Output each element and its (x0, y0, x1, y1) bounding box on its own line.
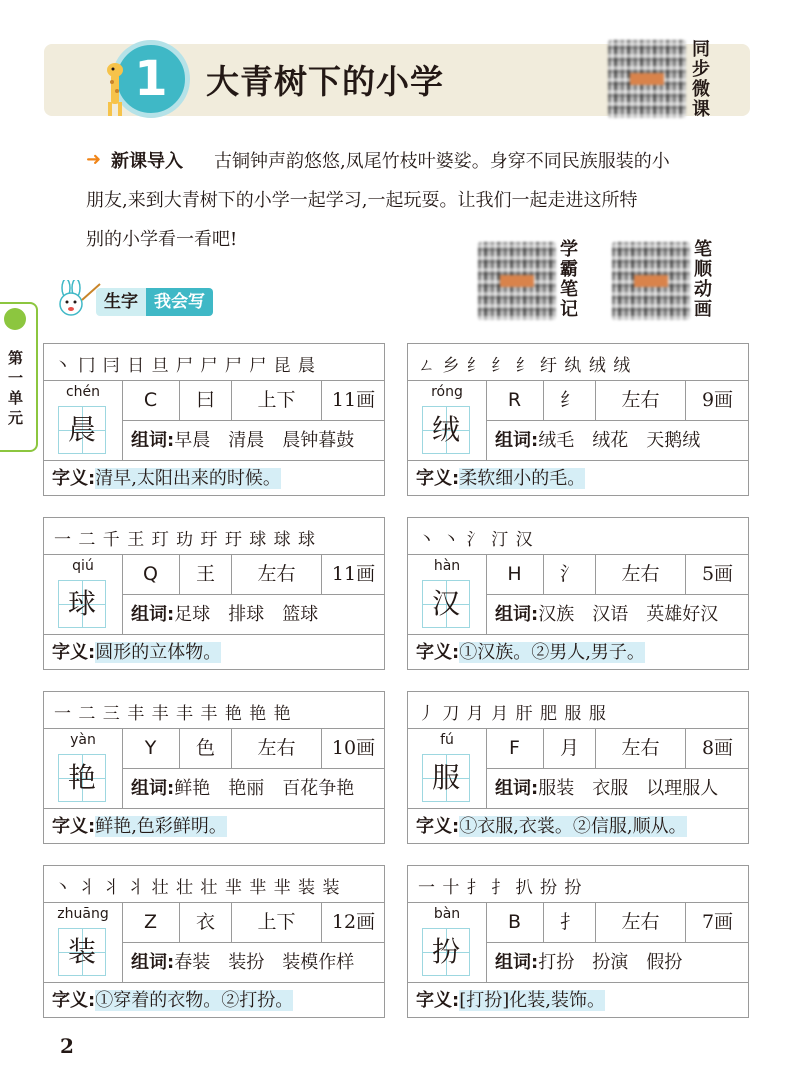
pinyin: yàn (70, 732, 96, 748)
meaning-label: 字义: (52, 468, 96, 489)
initial-letter: F (486, 728, 544, 768)
stroke-order: 一 二 三 丰 丰 丰 丰 艳 艳 艳 (54, 704, 292, 724)
char-meaning (408, 982, 748, 1018)
words-text: 足球 排球 篮球 (174, 604, 319, 625)
tian-grid (58, 928, 106, 976)
initial-letter: H (486, 554, 544, 594)
stroke-order-row (408, 344, 748, 381)
words-text: 早晨 清晨 晨钟暮鼓 (174, 430, 355, 451)
char-card-bàn (407, 865, 749, 1018)
char-card-yàn (43, 691, 385, 844)
tian-grid (58, 754, 106, 802)
hanzi: 晨 (67, 413, 96, 446)
meaning-label: 字义: (416, 990, 460, 1011)
stroke-count: 7画 (701, 911, 734, 933)
radical: 氵 (544, 554, 596, 594)
meaning-label: 字义: (52, 990, 96, 1011)
meaning-label: 字义: (52, 642, 96, 663)
char-meaning (44, 634, 384, 670)
initial-letter: C (122, 380, 180, 420)
pinyin: zhuāng (57, 906, 109, 922)
hanzi: 艳 (67, 761, 96, 794)
stroke-order: 丶 丶 氵 汀 汉 (418, 530, 534, 550)
char-box (44, 554, 123, 634)
radical: 纟 (544, 380, 596, 420)
giraffe-icon (100, 58, 130, 118)
structure: 左右 (596, 380, 686, 420)
initial-letter: B (486, 902, 544, 942)
char-box (44, 902, 123, 982)
qr-code-xueba-notes[interactable] (478, 242, 556, 320)
hanzi: 绒 (431, 413, 460, 446)
word-examples (486, 595, 758, 634)
char-box (44, 380, 123, 460)
structure: 左右 (232, 728, 322, 768)
bunny-icon (50, 280, 102, 322)
tian-grid (422, 580, 470, 628)
words-text: 春装 装扮 装模作样 (174, 952, 355, 973)
char-info-row (486, 554, 749, 595)
radical: 曰 (180, 380, 232, 420)
meaning-text: ①穿着的衣物。②打扮。 (95, 990, 294, 1011)
pinyin: bàn (433, 906, 461, 922)
bunny-face-icon (4, 308, 26, 330)
char-info-row (486, 902, 749, 943)
meaning-text: [打扮]化装,装饰。 (459, 990, 605, 1011)
stroke-count: 10画 (331, 737, 376, 759)
char-meaning (408, 808, 748, 844)
tian-grid (422, 406, 470, 454)
tian-grid (422, 754, 470, 802)
stroke-count: 12画 (331, 911, 376, 933)
char-card-chén (43, 343, 385, 496)
pinyin: chén (65, 384, 101, 400)
hanzi: 服 (431, 761, 460, 794)
word-examples (122, 595, 394, 634)
stroke-count: 11画 (331, 389, 376, 411)
meaning-label: 字义: (416, 816, 460, 837)
meaning-text: ①汉族。②男人,男子。 (459, 642, 645, 663)
words-label: 组词: (131, 604, 175, 625)
words-text: 绒毛 绒花 天鹅绒 (538, 430, 701, 451)
pinyin: róng (431, 384, 463, 400)
tian-grid (422, 928, 470, 976)
stroke-order-row (44, 344, 384, 381)
meaning-text: 鲜艳,色彩鲜明。 (95, 816, 227, 837)
char-meaning (408, 460, 748, 496)
radical: 扌 (544, 902, 596, 942)
hanzi: 装 (67, 935, 96, 968)
meaning-label: 字义: (416, 642, 460, 663)
qr-code-stroke-animation[interactable] (612, 242, 690, 320)
hanzi: 扮 (431, 935, 460, 968)
intro-line: 别的小学看一看吧! (86, 229, 238, 250)
pinyin: hàn (433, 558, 461, 574)
char-box (408, 380, 487, 460)
words-label: 组词: (131, 430, 175, 451)
tian-grid (58, 580, 106, 628)
stroke-order: 丶 冂 冃 日 旦 尸 尸 尸 尸 昆 晨 (54, 356, 317, 376)
char-box (408, 554, 487, 634)
radical: 王 (180, 554, 232, 594)
char-info-row (122, 554, 385, 595)
char-card-róng (407, 343, 749, 496)
stroke-order-row (44, 692, 384, 729)
stroke-order-row (408, 866, 748, 903)
structure: 上下 (232, 902, 322, 942)
words-label: 组词: (495, 430, 539, 451)
stroke-order: 一 十 扌 扌 扒 扮 扮 (418, 878, 583, 898)
stroke-order: 一 二 千 王 玎 玏 玗 玗 球 球 球 (54, 530, 317, 550)
lesson-title: 大青树下的小学 (206, 62, 444, 101)
stroke-count: 11画 (331, 563, 376, 585)
word-examples (122, 769, 394, 808)
words-text: 汉族 汉语 英雄好汉 (538, 604, 719, 625)
word-examples (122, 421, 394, 460)
char-meaning (44, 460, 384, 496)
char-box (44, 728, 123, 808)
structure: 左右 (232, 554, 322, 594)
page-number: 2 (60, 1034, 74, 1058)
stroke-order-row (44, 866, 384, 903)
stroke-count: 9画 (701, 389, 734, 411)
structure: 上下 (232, 380, 322, 420)
initial-letter: R (486, 380, 544, 420)
structure: 左右 (596, 902, 686, 942)
hanzi: 球 (67, 587, 96, 620)
section-tag (96, 288, 213, 316)
radical: 衣 (180, 902, 232, 942)
initial-letter: Y (122, 728, 180, 768)
tian-grid (58, 406, 106, 454)
char-card-zhuāng (43, 865, 385, 1018)
structure: 左右 (596, 728, 686, 768)
section-tag-part1: 生字 (96, 288, 146, 316)
word-examples (486, 943, 758, 982)
char-meaning (44, 808, 384, 844)
char-box (408, 728, 487, 808)
stroke-order-row (408, 518, 748, 555)
lesson-number: 1 (134, 51, 168, 107)
stroke-order-row (408, 692, 748, 729)
hanzi: 汉 (431, 587, 460, 620)
stroke-order: 丿 刀 月 月 肝 肥 服 服 (418, 704, 607, 724)
meaning-text: 圆形的立体物。 (95, 642, 222, 663)
words-text: 鲜艳 艳丽 百花争艳 (174, 778, 355, 799)
qr-label-sync-micro: 同步微课 (692, 39, 710, 120)
intro-line: 古铜钟声韵悠悠,凤尾竹枝叶婆娑。身穿不同民族服装的小 (214, 151, 670, 172)
radical: 色 (180, 728, 232, 768)
char-info-row (486, 380, 749, 421)
words-label: 组词: (131, 952, 175, 973)
char-meaning (408, 634, 748, 670)
meaning-text: 柔软细小的毛。 (459, 468, 586, 489)
qr-label-stroke-animation: 笔顺动画 (694, 239, 712, 320)
char-box (408, 902, 487, 982)
words-label: 组词: (495, 778, 539, 799)
char-meaning (44, 982, 384, 1018)
char-card-fú (407, 691, 749, 844)
char-info-row (122, 902, 385, 943)
qr-code-sync-micro[interactable] (608, 40, 686, 118)
char-info-row (486, 728, 749, 769)
words-label: 组词: (495, 952, 539, 973)
char-card-hàn (407, 517, 749, 670)
structure: 左右 (596, 554, 686, 594)
intro-label: 新课导入 (111, 151, 183, 172)
words-text: 服装 衣服 以理服人 (538, 778, 719, 799)
words-label: 组词: (495, 604, 539, 625)
char-info-row (122, 728, 385, 769)
words-label: 组词: (131, 778, 175, 799)
intro-line: 朋友,来到大青树下的小学一起学习,一起玩耍。让我们一起走进这所特 (86, 190, 638, 211)
pinyin: fú (440, 732, 454, 748)
char-info-row (122, 380, 385, 421)
radical: 月 (544, 728, 596, 768)
words-text: 打扮 扮演 假扮 (538, 952, 683, 973)
meaning-label: 字义: (52, 816, 96, 837)
char-card-qiú (43, 517, 385, 670)
word-examples (122, 943, 394, 982)
word-examples (486, 769, 758, 808)
meaning-label: 字义: (416, 468, 460, 489)
meaning-text: 清早,太阳出来的时候。 (95, 468, 281, 489)
unit-side-label: 第 一 单 元 (8, 349, 24, 427)
stroke-order: 丶 丬 丬 丬 壮 壮 壮 芈 芈 芈 装 装 (54, 878, 341, 898)
qr-label-xueba-notes: 学霸笔记 (560, 239, 578, 320)
arrow-right-icon: ➜ (86, 149, 102, 170)
stroke-count: 8画 (701, 737, 734, 759)
initial-letter: Z (122, 902, 180, 942)
stroke-order: ㄥ 乡 纟 纟 纟 纡 纨 绒 绒 (418, 356, 632, 376)
initial-letter: Q (122, 554, 180, 594)
stroke-count: 5画 (701, 563, 734, 585)
pinyin: qiú (72, 558, 94, 574)
word-examples (486, 421, 758, 460)
stroke-order-row (44, 518, 384, 555)
section-tag-part2: 我会写 (146, 288, 213, 316)
meaning-text: ①衣服,衣裳。②信服,顺从。 (459, 816, 687, 837)
